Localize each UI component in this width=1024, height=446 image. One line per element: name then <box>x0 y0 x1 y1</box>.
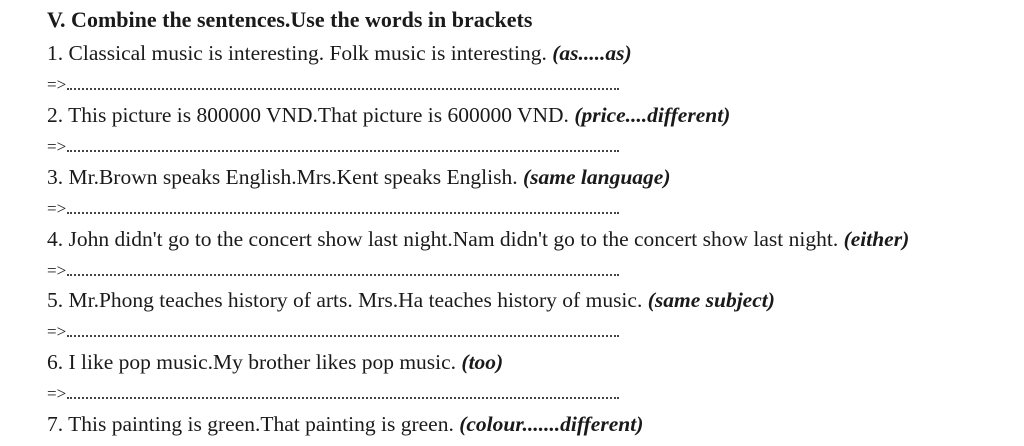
answer-arrow: => <box>47 137 67 156</box>
answer-blank <box>67 264 619 276</box>
answer-line-1 <box>47 75 619 95</box>
question-2-hint: (price....different) <box>574 103 731 127</box>
question-1 <box>47 41 632 66</box>
question-6 <box>47 350 503 375</box>
question-3 <box>47 165 670 190</box>
question-4-hint: (either) <box>843 227 910 251</box>
answer-line-4 <box>47 261 619 281</box>
question-6-hint: (too) <box>461 350 504 374</box>
question-2 <box>47 103 730 128</box>
question-5 <box>47 288 775 313</box>
answer-line-3 <box>47 199 619 219</box>
question-3-hint: (same language) <box>522 165 671 189</box>
answer-arrow: => <box>47 322 67 341</box>
question-1-hint: (as.....as) <box>552 41 632 65</box>
answer-arrow: => <box>47 199 67 218</box>
question-4 <box>47 227 909 252</box>
question-4-text: 4. John didn't go to the concert show last night.Nam didn't go to the concert show last night. <box>47 227 839 251</box>
answer-arrow: => <box>47 75 67 94</box>
question-5-hint: (same subject) <box>647 288 775 312</box>
answer-blank <box>67 202 619 214</box>
answer-blank <box>67 140 619 152</box>
answer-blank <box>67 78 619 90</box>
question-7 <box>47 412 643 437</box>
answer-blank <box>67 387 619 399</box>
question-6-text: 6. I like pop music.My brother likes pop music. <box>47 350 457 374</box>
question-2-text: 2. This picture is 800000 VND.That picture is 600000 VND. <box>47 103 569 127</box>
question-7-hint: (colour.......different) <box>459 412 644 436</box>
answer-line-6 <box>47 384 619 404</box>
answer-line-5 <box>47 322 619 342</box>
question-7-text: 7. This painting is green.That painting is green. <box>47 412 454 436</box>
question-1-text: 1. Classical music is interesting. Folk music is interesting. <box>47 41 547 65</box>
question-5-text: 5. Mr.Phong teaches history of arts. Mrs.Ha teaches history of music. <box>47 288 643 312</box>
answer-arrow: => <box>47 384 67 403</box>
answer-arrow: => <box>47 261 67 280</box>
answer-line-2 <box>47 137 619 157</box>
question-3-text: 3. Mr.Brown speaks English.Mrs.Kent speaks English. <box>47 165 518 189</box>
exercise-title: V. Combine the sentences.Use the words in brackets <box>47 7 533 32</box>
answer-blank <box>67 325 619 337</box>
